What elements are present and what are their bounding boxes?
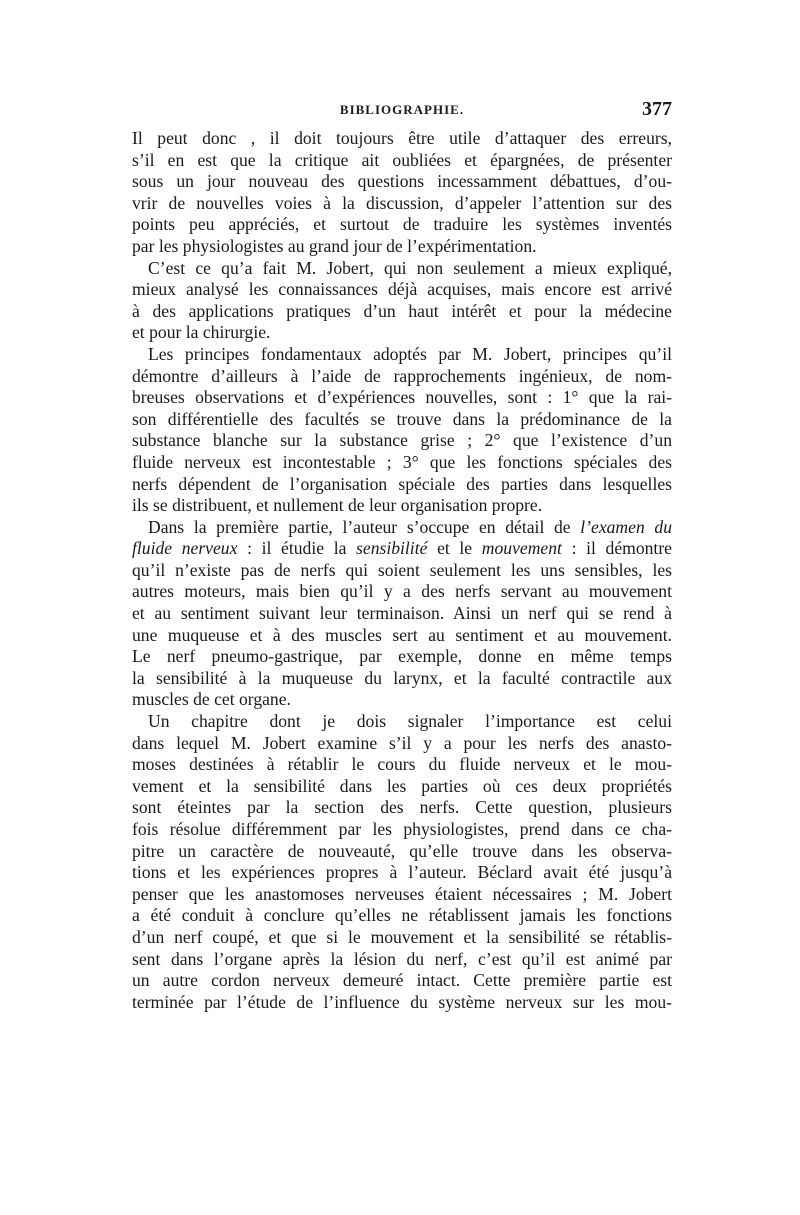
text-line: moses destinées à rétablir le cours du fluide nerveux et le mou- (132, 754, 672, 775)
text-line: Dans la première partie, l’auteur s’occupe en détail de l’examen du (148, 516, 672, 537)
text-line: Un chapitre dont je dois signaler l’importance est celui (148, 711, 672, 732)
text-line: pitre un caractère de nouveauté, qu’elle trouve dans les observa- (132, 840, 672, 861)
text-line: muscles de cet organe. (132, 689, 291, 710)
text-line: démontre d’ailleurs à l’aide de rapprochements ingénieux, de nom- (132, 365, 672, 386)
text-line: qu’il n’existe pas de nerfs qui soient seulement les uns sensibles, les (132, 559, 672, 580)
text-line: mieux analysé les connaissances déjà acquises, mais encore est arrivé (132, 279, 672, 300)
text-line: s’il en est que la critique ait oubliées et épargnées, de présenter (132, 149, 672, 170)
page-number: 377 (642, 98, 672, 120)
text-line: vement et la sensibilité dans les parties où ces deux propriétés (132, 775, 672, 796)
text-line: et pour la chirurgie. (132, 322, 271, 343)
text-line: par les physiologistes au grand jour de l’expérimentation. (132, 235, 537, 256)
text-line: a été conduit à conclure qu’elles ne rétablissent jamais les fonctions (132, 905, 672, 926)
text-line: la sensibilité à la muqueuse du larynx, et la faculté contractile aux (132, 667, 672, 688)
text-line: fluide nerveux : il étudie la sensibilité et le mouvement : il démontre (132, 538, 672, 559)
text-line: penser que les anastomoses nerveuses étaient nécessaires ; M. Jobert (132, 883, 672, 904)
text-line: C’est ce qu’a fait M. Jobert, qui non seulement a mieux expliqué, (148, 257, 672, 278)
text-line: substance blanche sur la substance grise ; 2° que l’existence d’un (132, 430, 672, 451)
text-line: et au sentiment suivant leur terminaison. Ainsi un nerf qui se rend à (132, 603, 672, 624)
text-line: à des applications pratiques d’un haut intérêt et pour la médecine (132, 300, 672, 321)
text-line: dans lequel M. Jobert examine s’il y a pour les nerfs des anasto- (132, 732, 672, 753)
text-line: d’un nerf coupé, et que si le mouvement et la sensibilité se rétablis- (132, 926, 672, 947)
text-line: Il peut donc , il doit toujours être utile d’attaquer des erreurs, (132, 128, 672, 148)
italic-term: mouvement (481, 538, 562, 559)
italic-term: fluide nerveux (132, 538, 238, 559)
text-line: une muqueuse et à des muscles sert au sentiment et au mouvement. (132, 624, 672, 645)
text-line: points peu appréciés, et surtout de traduire les systèmes inventés (132, 214, 672, 235)
italic-term: l’examen du (580, 516, 672, 537)
text-line: fois résolue différemment par les physiologistes, prend dans ce cha- (132, 819, 672, 839)
text-line: Les principes fondamentaux adoptés par M. Jobert, principes qu’il (148, 343, 672, 364)
text-line: sent dans l’organe après la lésion du nerf, c’est qu’il est animé par (132, 948, 672, 969)
text-line: ils se distribuent, et nullement de leur organisation propre. (132, 495, 543, 516)
text-line: autres moteurs, mais bien qu’il y a des nerfs servant au mouvement (132, 581, 672, 602)
text-line: sont éteintes par la section des nerfs. Cette question, plusieurs (132, 797, 672, 818)
running-head: BIBLIOGRAPHIE. (339, 102, 465, 117)
text-line: breuses observations et d’expériences nouvelles, sont : 1° que la rai- (132, 387, 672, 408)
text-line: un autre cordon nerveux demeuré intact. Cette première partie est (132, 970, 672, 991)
text-line: sous un jour nouveau des questions incessamment débattues, d’ou- (132, 171, 672, 192)
text-line: fluide nerveux est incontestable ; 3° que les fonctions spéciales des (132, 451, 672, 472)
page-header (132, 98, 672, 126)
text-line: nerfs dépendent de l’organisation spéciale des parties dans lesquelles (132, 473, 672, 494)
text-line: son différentielle des facultés se trouve dans la prédominance de la (132, 408, 672, 429)
text-line: terminée par l’étude de l’influence du système nerveux sur les mou- (132, 991, 672, 1012)
text-line: Le nerf pneumo-gastrique, par exemple, donne en même temps (132, 646, 672, 667)
italic-term: sensibilité (356, 538, 428, 559)
body-text (132, 128, 672, 1013)
text-line: vrir de nouvelles voies à la discussion, d’appeler l’attention sur des (132, 192, 672, 213)
text-line: tions et les expériences propres à l’auteur. Béclard avait été jusqu’à (132, 862, 672, 883)
